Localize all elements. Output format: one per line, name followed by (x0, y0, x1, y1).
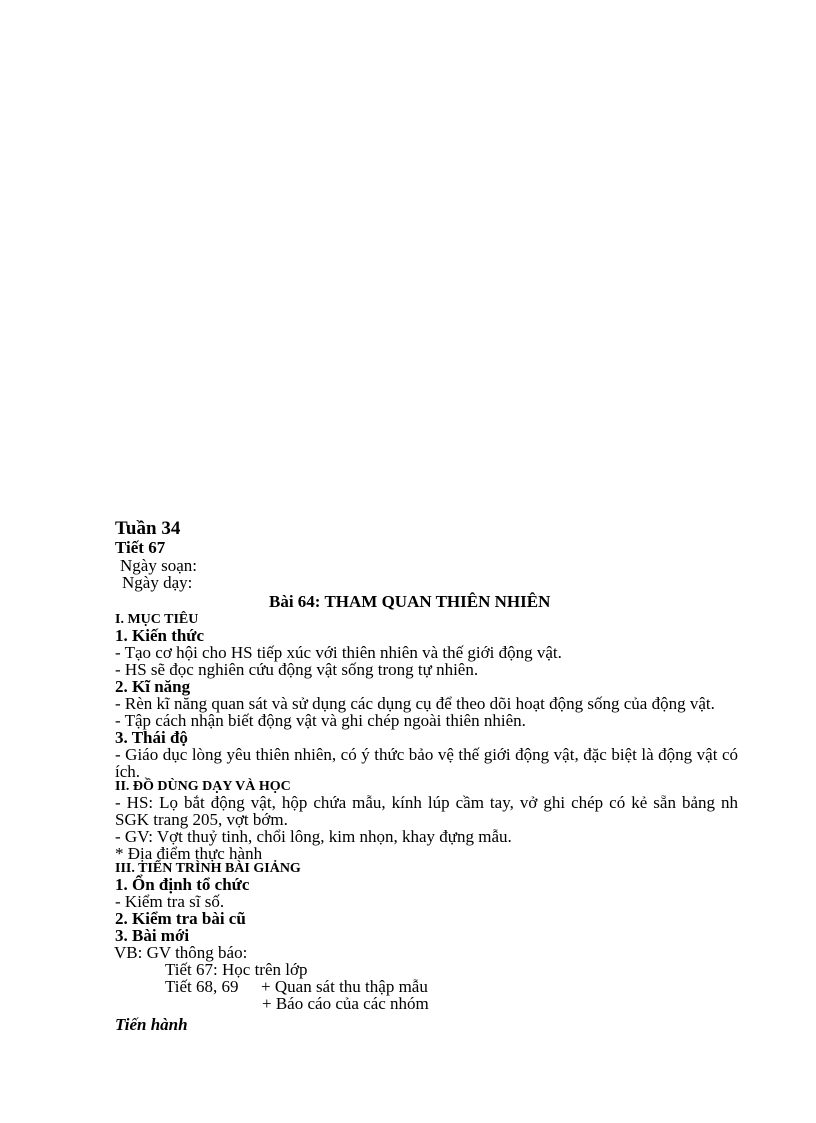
list-item: * Địa điểm thực hành (115, 844, 263, 863)
list-item: - Tập cách nhận biết động vật và ghi chép ngoài thiên nhiên. (115, 711, 526, 730)
list-item: - HS sẽ đọc nghiên cứu động vật sống trong tự nhiên. (115, 660, 479, 679)
period-heading: Tiết 67 (115, 538, 166, 557)
schedule-item-b: + Báo cáo của các nhóm (262, 994, 429, 1013)
prep-date: Ngày soạn: (120, 556, 197, 575)
list-item: - Rèn kĩ năng quan sát và sử dụng các dụng cụ để theo dõi hoạt động sống của động vật. (115, 694, 715, 713)
list-item: - GV: Vợt thuỷ tinh, chổi lông, kim nhọn, khay đựng mẫu. (115, 827, 512, 846)
schedule-label: Tiết 68, 69 (165, 977, 239, 996)
lesson-number: Bài 64: (269, 592, 321, 611)
list-item: - Kiểm tra sĩ số. (115, 892, 225, 911)
teach-date: Ngày dạy: (122, 573, 193, 592)
schedule-line-1: Tiết 67: Học trên lớp (165, 960, 308, 979)
subsection-old-lesson-check: 2. Kiểm tra bài cũ (115, 909, 246, 928)
subsection-new-lesson: 3. Bài mới (115, 926, 190, 945)
section-objectives: I. MỤC TIÊU (115, 612, 199, 627)
list-item: - Giáo dục lòng yêu thiên nhiên, có ý thức bảo vệ thế giới động vật, đặc biệt là động vật có ích. (115, 745, 738, 781)
subsection-organization: 1. Ổn định tổ chức (115, 875, 250, 894)
week-heading: Tuần 34 (115, 518, 181, 539)
subsection-attitude: 3. Thái độ (115, 728, 188, 747)
schedule-item-a: + Quan sát thu thập mẫu (261, 977, 428, 996)
lesson-title (115, 591, 738, 613)
list-item: - Tạo cơ hội cho HS tiếp xúc với thiên nhiên và thế giới động vật. (115, 643, 562, 662)
proceed-heading: Tiến hành (115, 1015, 188, 1034)
vb-line: VB: GV thông báo: (114, 943, 248, 962)
section-materials: II. ĐỒ DÙNG DẠY VÀ HỌC (115, 779, 291, 794)
document-page (115, 519, 738, 1035)
section-procedure: III. TIẾN TRÌNH BÀI GIẢNG (115, 861, 301, 876)
schedule-line-2 (115, 978, 738, 995)
lesson-name: THAM QUAN THIÊN NHIÊN (324, 592, 551, 611)
subsection-knowledge: 1. Kiến thức (115, 626, 205, 645)
subsection-skills: 2. Kĩ năng (115, 677, 191, 696)
list-item: - HS: Lọ bắt động vật, hộp chứa mẫu, kính lúp cầm tay, vở ghi chép có kẻ sẵn bảng nh SGK trang 205, vợt bớm. (115, 793, 738, 829)
